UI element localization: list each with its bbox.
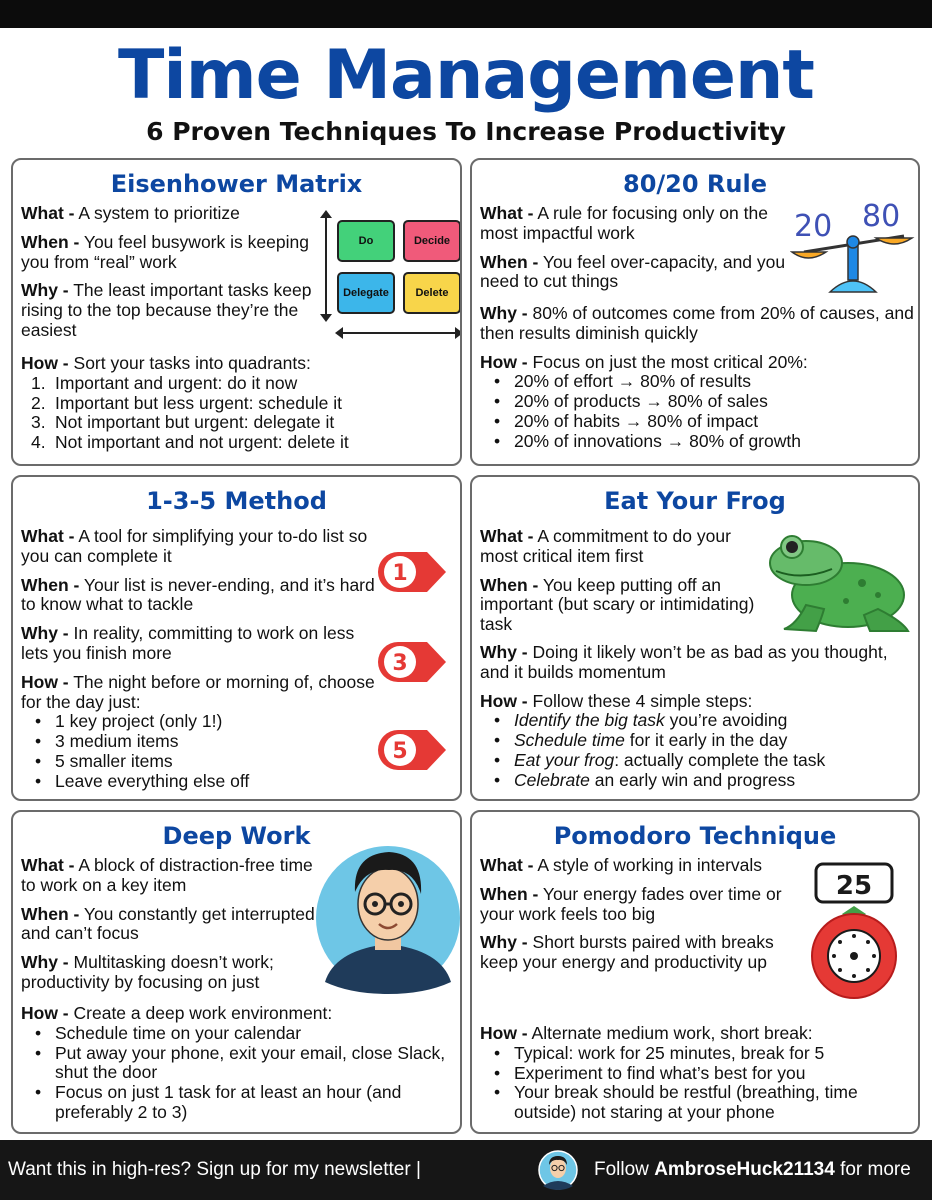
how-label: How - xyxy=(21,1003,69,1023)
scale-right-number: 80 xyxy=(862,200,901,234)
card-deep-work xyxy=(11,810,462,1134)
card-eisenhower-matrix xyxy=(11,158,462,466)
what-label: What - xyxy=(21,526,75,546)
how-line xyxy=(21,354,461,374)
how-text: Alternate medium work, short break: xyxy=(531,1023,813,1043)
what-label: What - xyxy=(21,855,75,875)
list-item: • Leave everything else off xyxy=(21,772,376,792)
bullet-list xyxy=(21,1024,461,1123)
card-body xyxy=(21,204,321,350)
how-text: Focus on just the most critical 20%: xyxy=(532,351,808,372)
author-avatar-icon xyxy=(538,1150,578,1190)
what-text: A tool for simplifying your to-do list so you can complete it xyxy=(21,526,368,566)
list-item: • Focus on just 1 task for at least an hour (and preferably 2 to 3) xyxy=(21,1083,461,1123)
list-item: • Put away your phone, exit your email, close Slack, shut the door xyxy=(21,1044,461,1084)
how-label: How - xyxy=(21,353,69,373)
frog-icon xyxy=(766,525,914,637)
list-item: • Schedule time on your calendar xyxy=(21,1024,461,1044)
card-80-20-rule xyxy=(470,158,920,466)
newsletter-cta[interactable]: Want this in high-res? Sign up for my newsletter | xyxy=(8,1159,421,1180)
card-title: Eat Your Frog xyxy=(604,487,786,515)
how-label: How - xyxy=(480,1023,528,1043)
when-label: When - xyxy=(21,574,80,595)
quadrant-delete: Delete xyxy=(403,272,461,314)
what-text: A commitment to do your most critical item first xyxy=(480,526,731,566)
why-line xyxy=(21,953,331,993)
how-line xyxy=(480,1024,920,1044)
what-text: A block of distraction-free time to work on a key item xyxy=(21,855,313,895)
svg-text:3: 3 xyxy=(392,651,408,676)
why-how-section xyxy=(480,304,920,452)
how-line xyxy=(21,673,376,713)
card-title: 1-3-5 Method xyxy=(146,487,327,515)
card-body xyxy=(480,204,788,301)
card-title: Deep Work xyxy=(162,822,311,850)
when-label: When - xyxy=(21,231,80,252)
list-item: • 5 smaller items xyxy=(21,752,376,772)
how-section xyxy=(480,1024,920,1123)
why-label: Why - xyxy=(480,642,528,662)
when-text: Your energy fades over time or your work feels too big xyxy=(480,883,782,924)
page-subtitle: 6 Proven Techniques To Increase Productivity xyxy=(146,117,786,146)
how-text: Sort your tasks into quadrants: xyxy=(73,353,311,373)
card-body xyxy=(21,527,376,792)
bullet-list xyxy=(480,1044,920,1123)
balance-scale-icon xyxy=(790,200,916,298)
what-line xyxy=(480,204,788,244)
marker-five-icon xyxy=(375,727,449,773)
marker-three-icon xyxy=(375,639,449,685)
list-item: • Your break should be restful (breathing, time outside) not staring at your phone xyxy=(480,1083,920,1123)
author-handle: AmbroseHuck21134 xyxy=(654,1159,835,1180)
why-line xyxy=(21,281,321,340)
how-line xyxy=(21,1004,461,1024)
card-title: Eisenhower Matrix xyxy=(110,170,363,198)
why-line xyxy=(21,624,376,664)
when-text: You feel over-capacity, and you need to cut things xyxy=(480,251,786,292)
bullet-list xyxy=(480,372,920,451)
when-line xyxy=(480,576,770,635)
list-item: • Experiment to find what’s best for you xyxy=(480,1064,920,1084)
list-item: 1. Important and urgent: do it now xyxy=(31,372,298,393)
what-label: What - xyxy=(480,855,534,875)
when-text: You feel busywork is keeping you from “real” work xyxy=(21,231,309,272)
bullet-list xyxy=(21,712,376,791)
eisenhower-matrix-graphic xyxy=(323,210,462,340)
list-item: • Identify the big task you’re avoiding xyxy=(480,711,920,731)
when-label: When - xyxy=(480,574,539,595)
quadrant-do: Do xyxy=(337,220,395,262)
how-label: How - xyxy=(480,690,528,711)
what-line xyxy=(480,527,770,567)
tomato-timer-icon xyxy=(802,860,908,1002)
what-line xyxy=(21,204,321,224)
footer-bar xyxy=(0,1140,932,1200)
how-line xyxy=(480,353,920,373)
horizontal-arrow-icon xyxy=(337,332,461,334)
quadrant-delegate: Delegate xyxy=(337,272,395,314)
list-item: • 20% of effort → 80% of results xyxy=(480,372,920,392)
svg-text:1: 1 xyxy=(392,561,408,586)
card-title: 80/20 Rule xyxy=(623,170,767,198)
how-text: Create a deep work environment: xyxy=(73,1003,333,1023)
list-item: 2. Important but less urgent: schedule it xyxy=(31,392,342,413)
how-label: How - xyxy=(21,671,69,692)
list-item: • 20% of innovations → 80% of growth xyxy=(480,432,920,452)
avatar xyxy=(315,832,461,994)
why-label: Why - xyxy=(21,280,69,301)
what-label: What - xyxy=(480,526,534,546)
what-text: A rule for focusing only on the most impactful work xyxy=(480,203,768,243)
quadrant-decide: Decide xyxy=(403,220,461,262)
how-line xyxy=(480,692,920,712)
when-text: You constantly get interrupted and can’t focus xyxy=(21,903,315,944)
what-label: What - xyxy=(480,203,534,223)
why-how-section xyxy=(480,643,920,791)
svg-text:5: 5 xyxy=(392,739,408,764)
follow-cta[interactable]: Follow AmbroseHuck21134 for more xyxy=(594,1159,911,1180)
list-item: • Celebrate an early win and progress xyxy=(480,771,920,791)
why-label: Why - xyxy=(480,303,528,323)
why-line xyxy=(480,643,920,683)
when-line xyxy=(21,233,321,273)
how-section xyxy=(21,1004,461,1123)
when-label: When - xyxy=(480,883,539,904)
scale-left-number: 20 xyxy=(794,209,833,244)
top-bar xyxy=(0,0,932,28)
timer-readout: 25 xyxy=(835,871,873,901)
what-label: What - xyxy=(21,203,75,223)
list-item: • Schedule time for it early in the day xyxy=(480,731,920,751)
when-line xyxy=(480,253,788,293)
why-label: Why - xyxy=(480,932,528,953)
steps-list xyxy=(21,374,461,453)
when-text: You keep putting off an important (but scary or intimidating) task xyxy=(480,574,755,635)
card-eat-your-frog xyxy=(470,475,920,801)
what-text: A system to prioritize xyxy=(78,203,240,223)
page-title: Time Management xyxy=(118,36,814,115)
list-item: • 20% of habits → 80% of impact xyxy=(480,412,920,432)
what-line xyxy=(21,527,376,567)
card-body xyxy=(21,856,331,1002)
what-text: A style of working in intervals xyxy=(537,855,763,875)
when-text: Your list is never-ending, and it’s hard to know what to tackle xyxy=(21,574,375,615)
list-item: • Typical: work for 25 minutes, break for 5 xyxy=(480,1044,920,1064)
why-line xyxy=(480,304,920,344)
why-label: Why - xyxy=(21,623,69,644)
how-section xyxy=(21,354,461,453)
card-title: Pomodoro Technique xyxy=(553,822,837,850)
marker-one-icon xyxy=(375,549,449,595)
when-label: When - xyxy=(21,903,80,924)
list-item: 3. Not important but urgent: delegate it xyxy=(31,412,335,433)
list-item: • 3 medium items xyxy=(21,732,376,752)
why-text: Multitasking doesn’t work; productivity by focusing on just xyxy=(21,952,274,992)
why-text: Doing it likely won’t be as bad as you thought, and it builds momentum xyxy=(480,642,888,682)
when-line xyxy=(21,905,331,945)
list-item: 4. Not important and not urgent: delete it xyxy=(31,432,349,453)
what-line xyxy=(480,856,798,876)
when-line xyxy=(480,885,798,925)
vertical-arrow-icon xyxy=(325,212,327,320)
card-1-3-5-method xyxy=(11,475,462,801)
card-body xyxy=(480,527,770,644)
list-item: • 1 key project (only 1!) xyxy=(21,712,376,732)
how-label: How - xyxy=(480,351,528,372)
why-text: 80% of outcomes come from 20% of causes, and then results diminish quickly xyxy=(480,303,914,343)
card-pomodoro-technique xyxy=(470,810,920,1134)
card-body xyxy=(480,856,798,982)
list-item: • 20% of products → 80% of sales xyxy=(480,392,920,412)
list-item: • Eat your frog: actually complete the task xyxy=(480,751,920,771)
why-text: The least important tasks keep rising to the top because they’re the easiest xyxy=(21,280,312,340)
how-text: The night before or morning of, choose for the day just: xyxy=(21,671,375,712)
bullet-list xyxy=(480,711,920,790)
why-line xyxy=(480,933,798,973)
how-text: Follow these 4 simple steps: xyxy=(532,690,753,711)
what-line xyxy=(21,856,331,896)
why-text: In reality, committing to work on less lets you finish more xyxy=(21,623,355,663)
when-line xyxy=(21,576,376,616)
when-label: When - xyxy=(480,251,539,272)
why-text: Short bursts paired with breaks keep your energy and productivity up xyxy=(480,932,774,973)
why-label: Why - xyxy=(21,952,69,973)
